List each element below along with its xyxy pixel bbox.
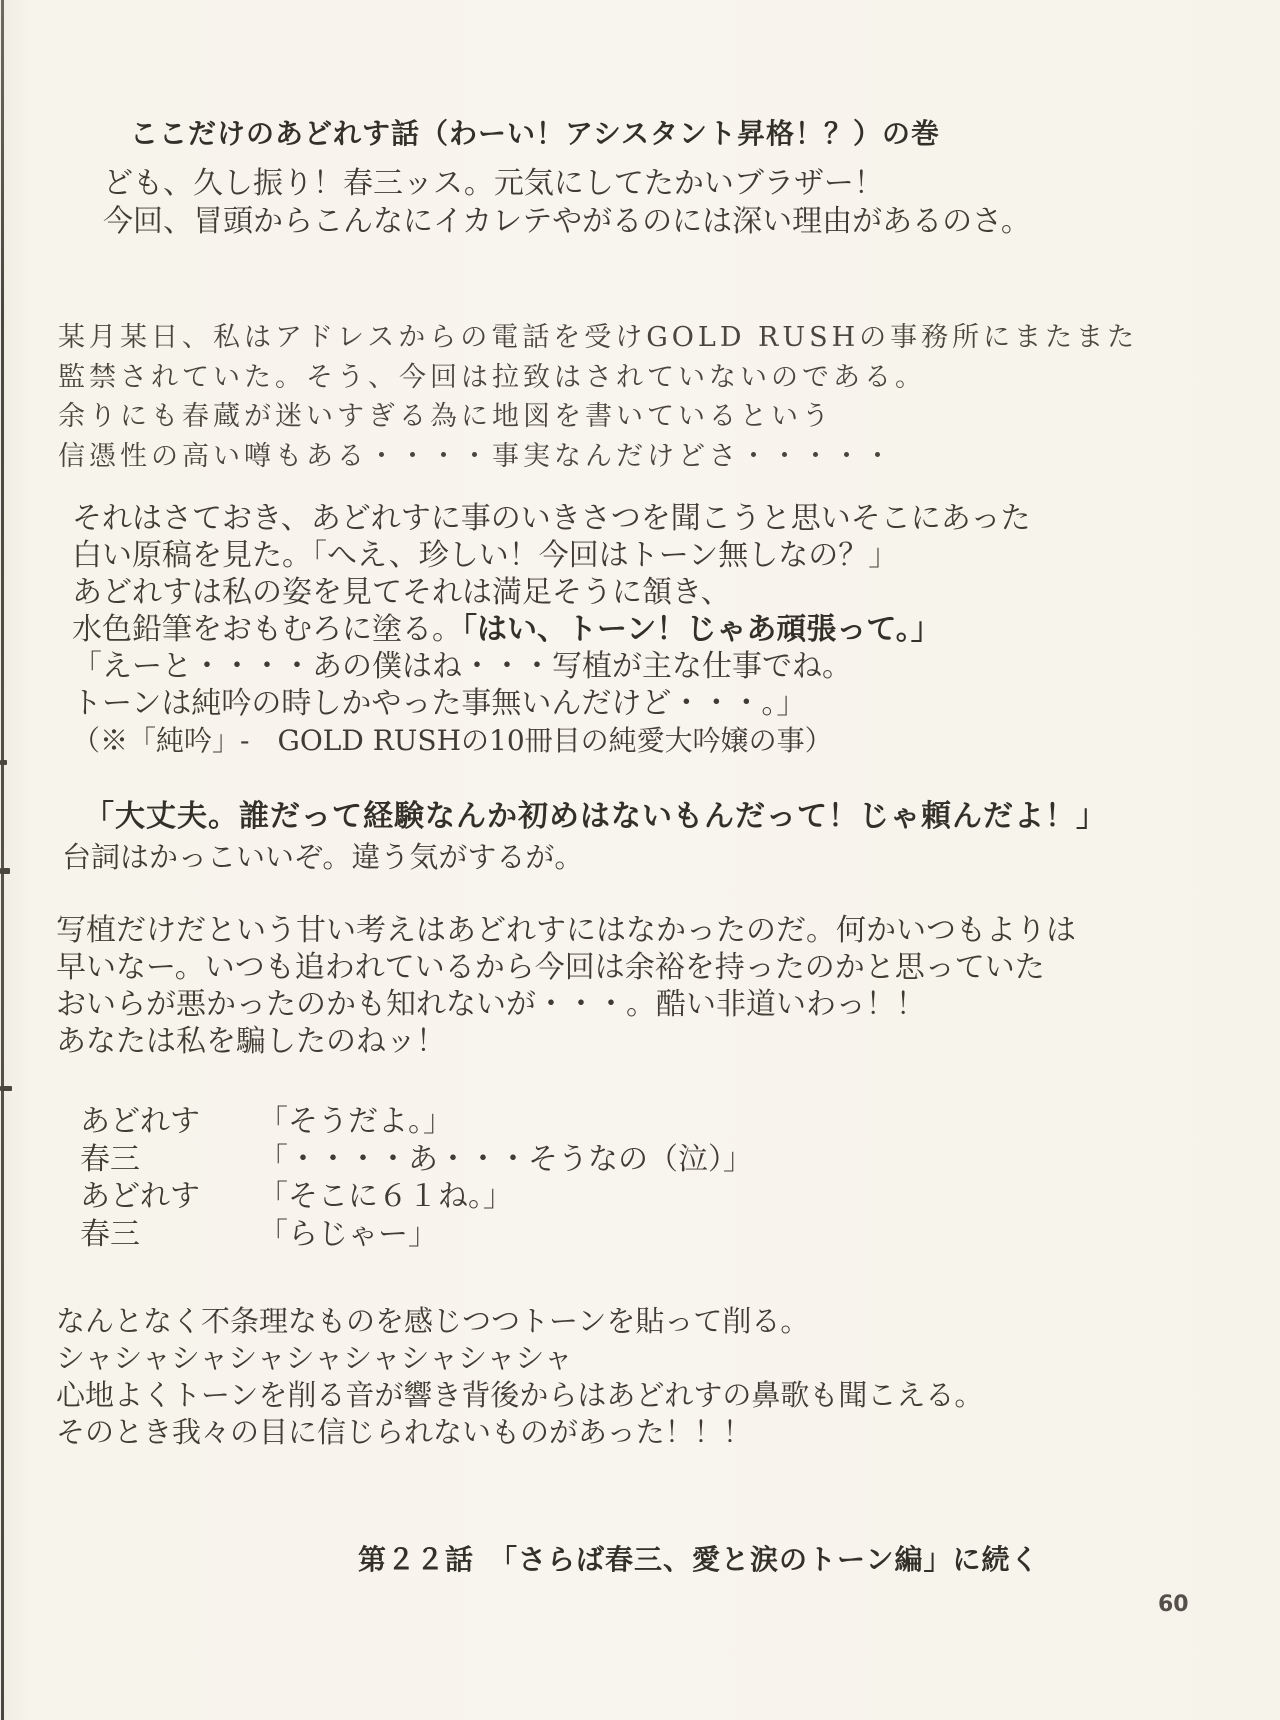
text-segment: 某月某日、私はアドレスからの電話を受けGOLD RUSHの事務所にまたまた: [58, 322, 1139, 353]
text-line: [56, 1303, 983, 1340]
scan-artifact: [0, 1086, 12, 1091]
text-line: [72, 537, 1031, 574]
text-line: [84, 796, 1107, 837]
binding-edge-line: [1, 0, 4, 1720]
page-title: ここだけのあどれす話（わーい！アシスタント昇格！？）の巻: [130, 117, 941, 150]
dialogue-row: [80, 1103, 753, 1141]
text-segment: なんとなく不条理なものを感じつつトーンを貼って削る。: [56, 1304, 810, 1338]
text-segment: あなたは私を騙したのねッ！: [56, 1024, 446, 1059]
bold-text-segment: 「はい、トーン！じゃあ頑張って。」: [462, 612, 941, 647]
dialogue-speaker: あどれす: [80, 1179, 200, 1214]
dialogue-text: 「・・・・あ・・・そうなの（泣）」: [258, 1141, 753, 1177]
dialogue-speaker: 春三: [80, 1141, 140, 1177]
dialogue-text: 「らじゃー」: [258, 1216, 438, 1252]
text-segment: 余りにも春蔵が迷いすぎる為に地図を書いているという: [58, 401, 833, 432]
text-line: [56, 912, 1076, 949]
text-line: [58, 397, 1138, 437]
text-line: [72, 574, 1031, 611]
paragraph-office-story: [58, 318, 1138, 476]
text-line: [72, 611, 1031, 648]
text-segment: （※「純吟」- GOLD RUSHの10冊目の純愛大吟嬢の事）: [72, 724, 833, 757]
scan-artifact: [0, 868, 10, 874]
text-line: [72, 500, 1031, 537]
text-segment: 監禁されていた。そう、今回は拉致はされていないのである。: [58, 361, 926, 393]
dialogue-text: 「そこに６１ね。」: [258, 1179, 513, 1214]
next-episode-line: 第２２話 「さらば春三、愛と涙のトーン編」に続く: [358, 1543, 1040, 1576]
text-line: [72, 722, 1031, 759]
text-line: [72, 648, 1031, 685]
text-segment: 信憑性の高い噂もある・・・・事実なんだけどさ・・・・・: [58, 440, 895, 472]
text-segment: それはさておき、あどれすに事のいきさつを聞こうと思いそこにあった: [72, 501, 1031, 536]
text-line: [56, 1414, 983, 1451]
text-segment: そのとき我々の目に信じられないものがあった！！！: [56, 1415, 752, 1449]
text-segment: あどれすは私の姿を見てそれは満足そうに頷き、: [72, 575, 731, 610]
bold-text-segment: 「大丈夫。誰だって経験なんか初めはないもんだって！じゃ頼んだよ！」: [84, 799, 1107, 834]
text-line: [62, 837, 1107, 878]
paragraph-deceived: [56, 912, 1076, 1060]
text-line: [103, 165, 1031, 203]
dialogue-row: [80, 1178, 753, 1216]
text-line: [56, 1340, 983, 1377]
text-segment: 台詞はかっこいいぞ。違う気がするが。: [62, 840, 584, 874]
paragraph-manuscript-story: [72, 500, 1031, 759]
text-segment: 水色鉛筆をおもむろに塗る。: [72, 612, 462, 647]
text-line: [58, 437, 1138, 477]
paragraph-bold-quote: [62, 796, 1107, 878]
dialogue-speaker: 春三: [80, 1216, 140, 1252]
text-segment: 「えーと・・・・あの僕はね・・・写植が主な仕事でね。: [72, 649, 852, 684]
paragraph-tone-work: [56, 1303, 983, 1451]
text-segment: 心地よくトーンを削る音が響き背後からはあどれすの鼻歌も聞こえる。: [56, 1378, 984, 1412]
dialogue-text: 「そうだよ。」: [258, 1104, 453, 1139]
text-line: [58, 318, 1138, 358]
dialogue-row: [80, 1141, 753, 1179]
text-segment: 白い原稿を見た。「へえ、珍しい！今回はトーン無しなの？」: [72, 538, 899, 573]
text-segment: おいらが悪かったのかも知れないが・・・。酷い非道いわっ！！: [56, 987, 926, 1022]
text-segment: シャシャシャシャシャシャシャシャシャ: [56, 1341, 573, 1375]
text-segment: 写植だけだという甘い考えはあどれすにはなかったのだ。何かいつもよりは: [56, 913, 1076, 948]
text-line: [56, 986, 1076, 1023]
text-line: [56, 1023, 1076, 1060]
page-number: 60: [1158, 1592, 1189, 1617]
text-segment: ども、久し振り！春三ッス。元気にしてたかいブラザー！: [103, 166, 884, 201]
text-segment: トーンは純吟の時しかやった事無いんだけど・・・。」: [72, 686, 807, 721]
text-line: [56, 1377, 983, 1414]
dialogue-speaker: あどれす: [80, 1104, 200, 1139]
text-line: [103, 203, 1031, 241]
dialogue-section: [80, 1103, 753, 1253]
dialogue-row: [80, 1216, 753, 1254]
text-segment: 早いなー。いつも追われているから今回は余裕を持ったのかと思っていた: [56, 950, 1045, 985]
intro-paragraph: [103, 165, 1031, 241]
scan-artifact: [0, 760, 7, 765]
text-line: [56, 949, 1076, 986]
text-segment: 今回、冒頭からこんなにイカレテやがるのには深い理由があるのさ。: [103, 204, 1031, 239]
text-line: [72, 685, 1031, 722]
text-line: [58, 358, 1138, 398]
